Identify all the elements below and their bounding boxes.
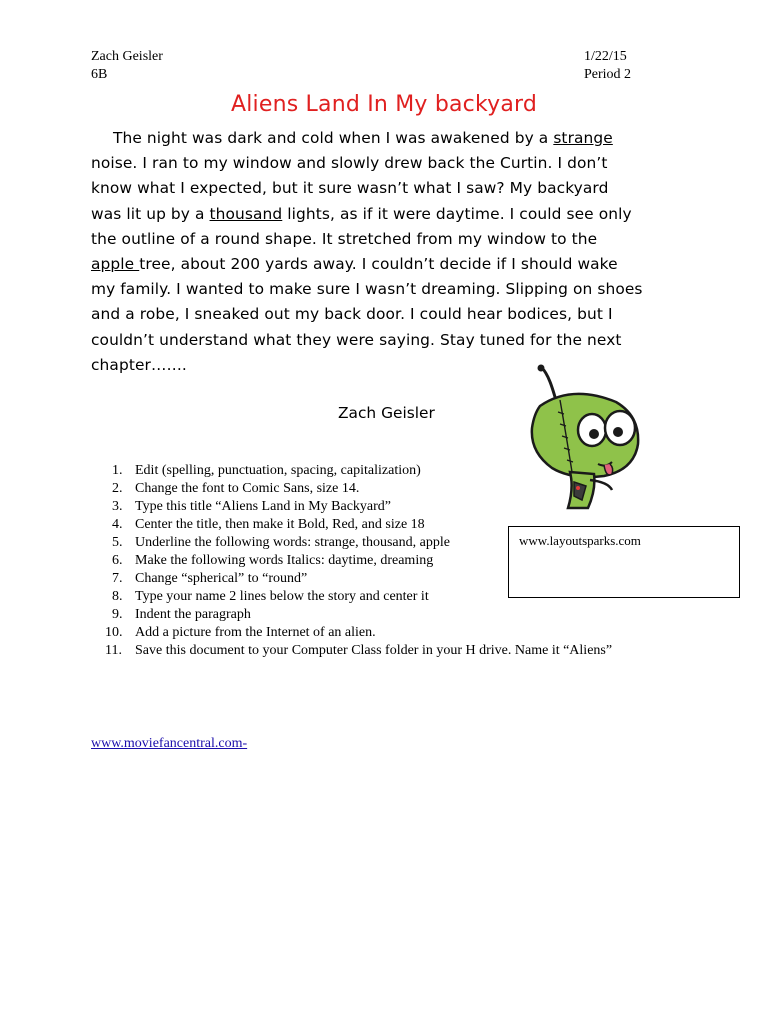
student-name: Zach Geisler <box>91 49 163 64</box>
instruction-text: Add a picture from the Internet of an alien. <box>135 625 376 640</box>
instruction-text: Indent the paragraph <box>135 607 251 622</box>
header-right <box>584 48 631 84</box>
story-text: The night was dark and cold when I was awakened by a <box>113 129 554 147</box>
credit-text: www.layoutsparks.com <box>519 533 641 548</box>
instruction-item <box>91 642 612 660</box>
story-line <box>91 202 681 227</box>
student-class: 6B <box>91 67 108 82</box>
instruction-item <box>91 606 612 624</box>
story-line <box>91 126 681 151</box>
instruction-text: Center the title, then make it Bold, Red, and size 18 <box>135 517 425 532</box>
story-text: my family. I wanted to make sure I wasn’t dreaming. Slipping on shoes <box>91 280 643 299</box>
story-line <box>91 277 681 302</box>
instruction-text: Type your name 2 lines below the story and center it <box>135 589 429 604</box>
instruction-item <box>91 624 612 642</box>
instruction-number: 1. <box>112 463 123 478</box>
story-text: the outline of a round shape. It stretched from my window to the <box>91 229 598 248</box>
instruction-number: 7. <box>112 571 123 586</box>
story-line <box>91 252 681 277</box>
instruction-number: 4. <box>112 517 123 532</box>
instruction-text: Underline the following words: strange, thousand, apple <box>135 535 450 550</box>
instruction-text: Type this title “Aliens Land in My Backyard” <box>135 499 392 514</box>
story-line <box>91 227 681 252</box>
story-text: noise. I ran to my window and slowly drew back the Curtin. I don’t <box>91 154 608 173</box>
story-line <box>91 328 681 353</box>
instruction-number: 5. <box>112 535 123 550</box>
story-text: was lit up by a <box>91 204 210 223</box>
period: Period 2 <box>584 67 632 82</box>
underlined-word: apple <box>91 255 140 274</box>
author-name: Zach Geisler <box>338 404 435 422</box>
story-line <box>91 151 681 176</box>
instruction-number: 9. <box>112 607 123 622</box>
story-text: chapter……. <box>91 355 187 374</box>
underlined-word: thousand <box>209 204 283 223</box>
instruction-number: 11. <box>105 643 122 658</box>
source-link[interactable]: www.moviefancentral.com- <box>91 736 248 751</box>
instruction-text: Make the following words Italics: daytime, dreaming <box>135 553 434 568</box>
instruction-item <box>91 462 612 480</box>
story-text: and a robe, I sneaked out my back door. I could hear bodices, but I <box>91 305 613 324</box>
instruction-item <box>91 480 612 498</box>
instruction-text: Edit (spelling, punctuation, spacing, capitalization) <box>135 463 421 478</box>
instruction-number: 8. <box>112 589 123 604</box>
instruction-number: 10. <box>105 625 123 640</box>
story-line <box>91 176 681 201</box>
image-credit-box <box>508 526 740 598</box>
instruction-number: 2. <box>112 481 123 496</box>
instruction-number: 3. <box>112 499 123 514</box>
story-paragraph <box>91 126 681 378</box>
underlined-word: strange <box>553 129 613 147</box>
instruction-text: Change “spherical” to “round” <box>135 571 308 586</box>
story-text: tree, about 200 yards away. I couldn’t decide if I should wake <box>139 255 618 274</box>
story-line <box>91 302 681 327</box>
instruction-item <box>91 498 612 516</box>
instruction-number: 6. <box>112 553 123 568</box>
date: 1/22/15 <box>584 49 627 64</box>
story-text: lights, as if it were daytime. I could see only <box>282 204 632 223</box>
story-title: Aliens Land In My backyard <box>230 92 538 117</box>
story-text: couldn’t understand what they were saying. Stay tuned for the next <box>91 330 622 349</box>
story-text: know what I expected, but it sure wasn’t what I saw? My backyard <box>91 179 609 198</box>
header-left <box>91 48 163 84</box>
instruction-text: Save this document to your Computer Class folder in your H drive. Name it “Aliens” <box>135 643 613 658</box>
instruction-text: Change the font to Comic Sans, size 14. <box>135 481 360 496</box>
